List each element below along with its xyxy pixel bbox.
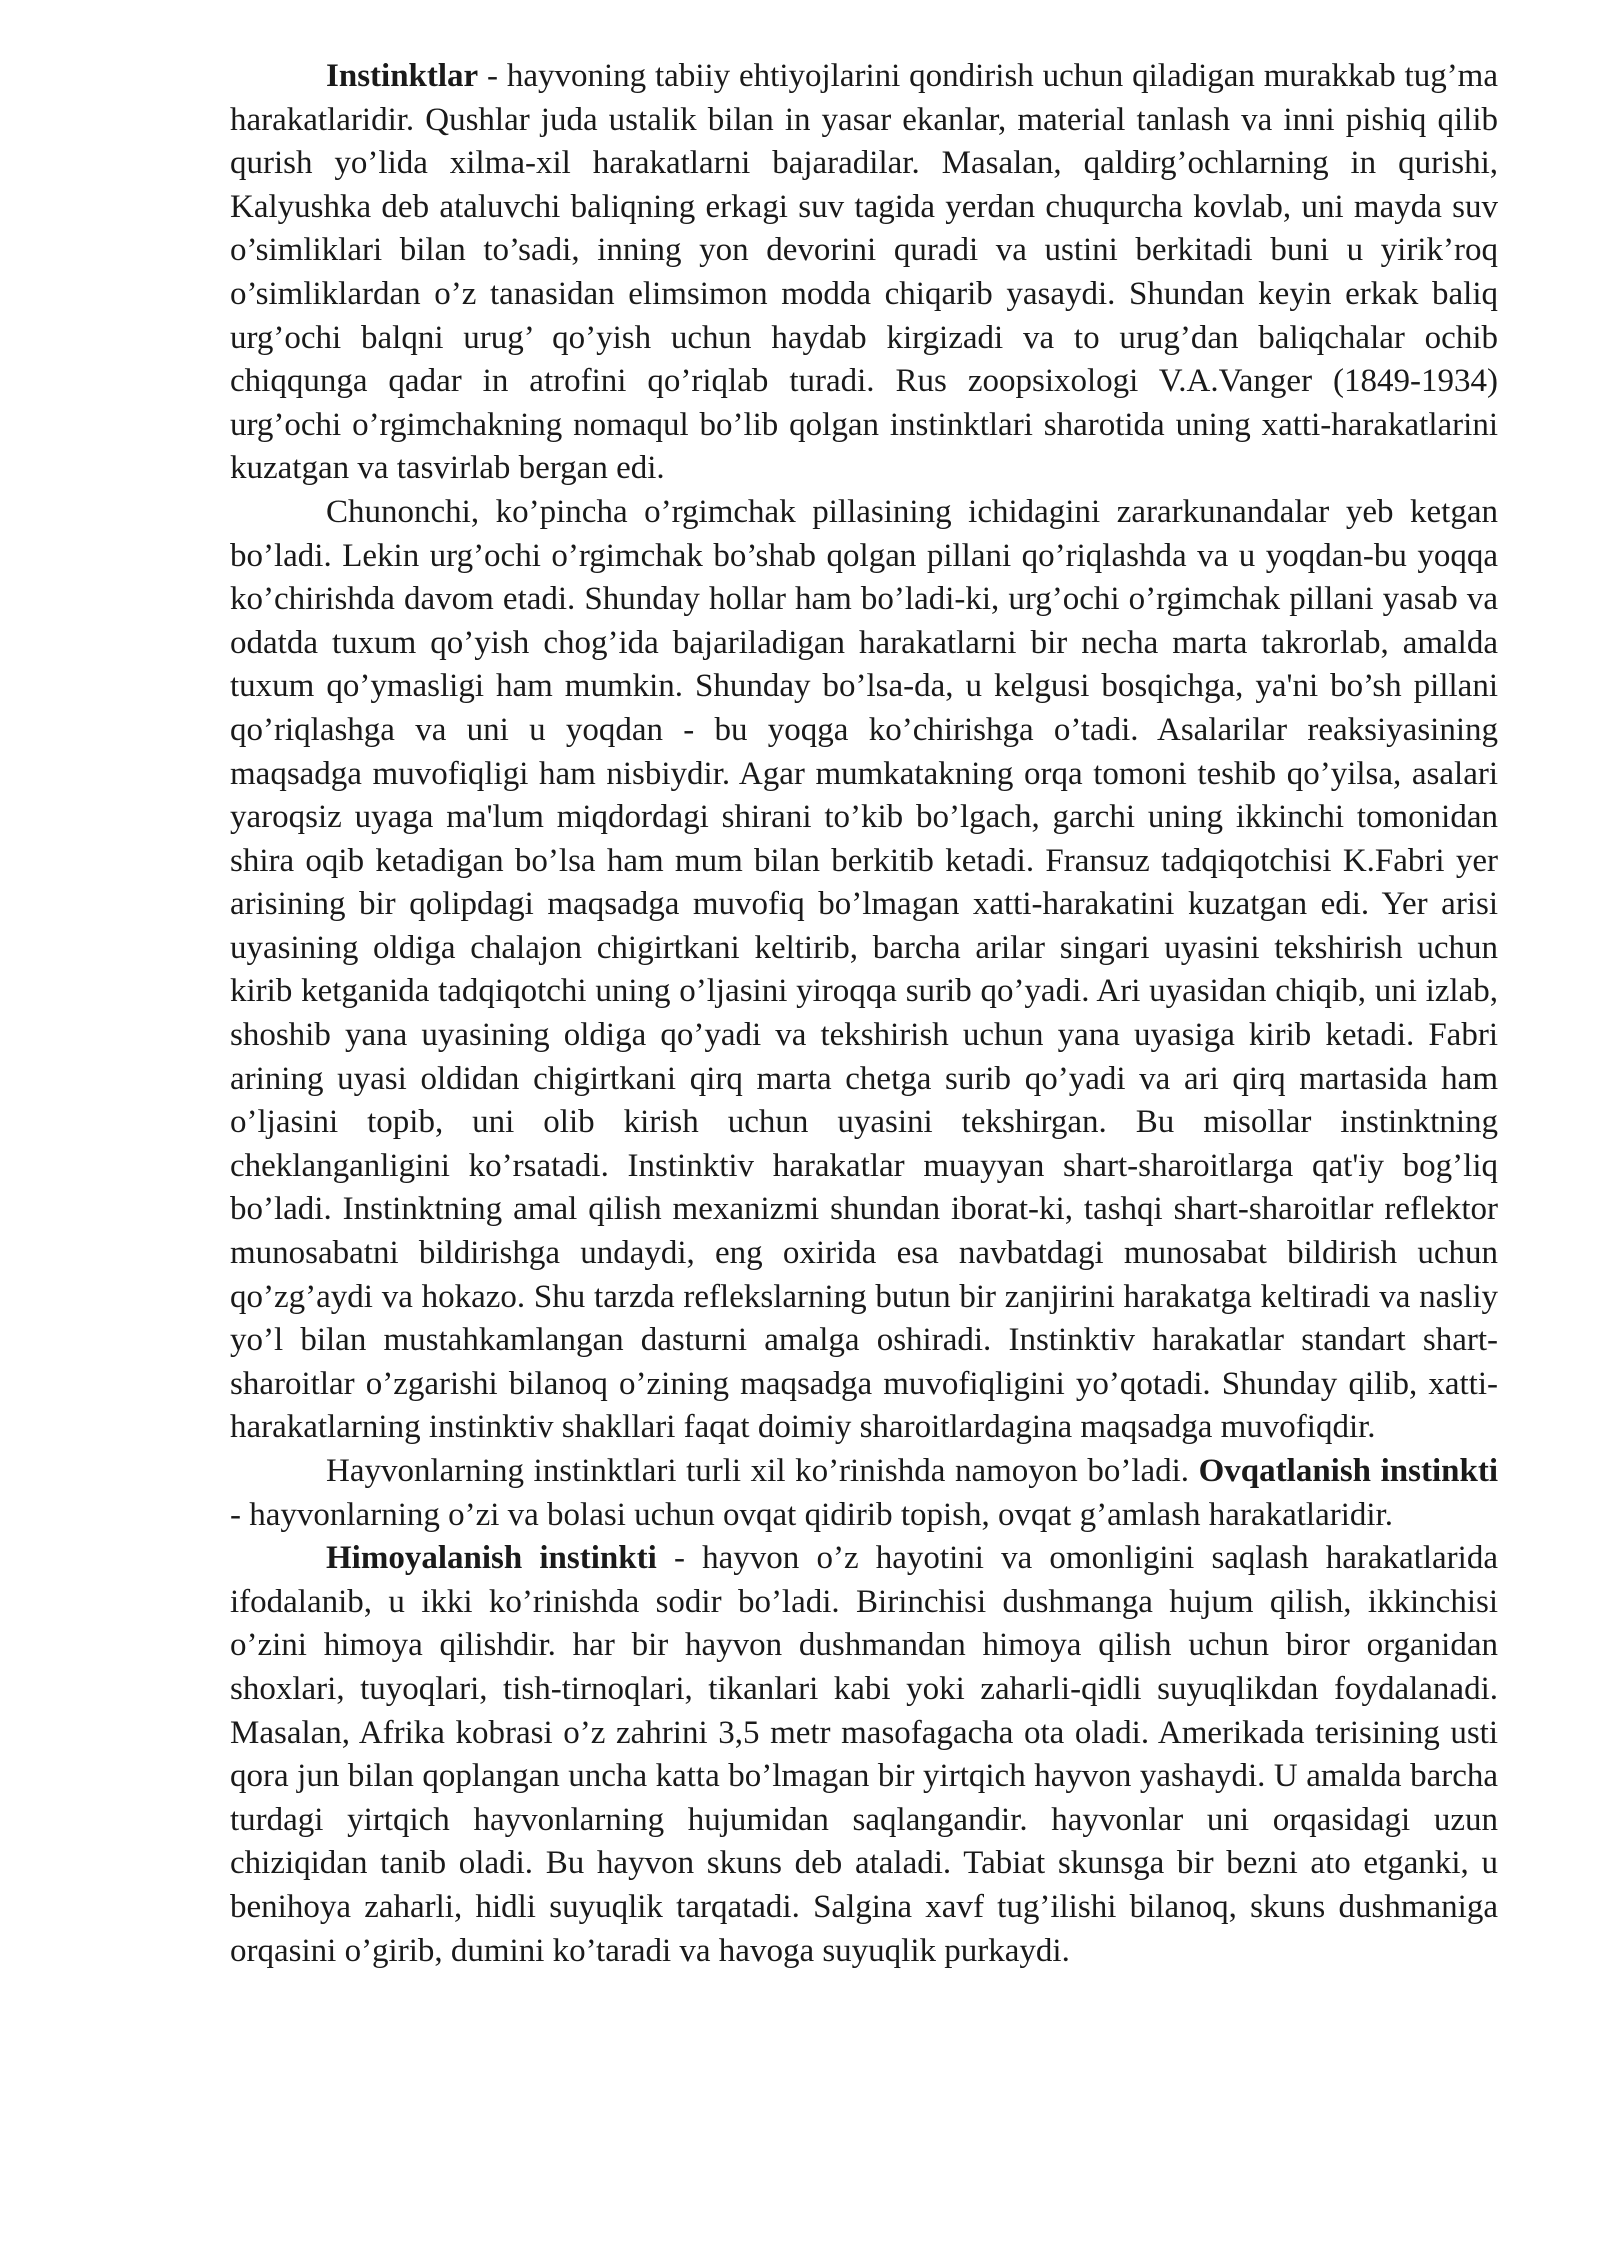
paragraph-text: Hayvonlarning instinktlari turli xil ko’rinishda namoyon bo’ladi. bbox=[326, 1453, 1190, 1489]
paragraph-text: Chunonchi, ko’pincha o’rgimchak pillasining ichidagini zararkunandalar yeb ketgan bo’ladi. Lekin urg’ochi o’rgimchak bo’shab qolgan pillani qo’riqlashda va u yoqdan-bu yoqqa ko’chirishda davom etadi. Shunday hollar ham bo’ladi-ki, urg’ochi o’rgimchak pillani yasab va odatda tuxum qo’yish chog’ida bajariladigan harakatlarni bir necha marta takrorlab, amalda tuxum qo’ymasligi ham mumkin. Shunday bo’lsa-da, u kelgusi bosqichga, ya'ni bo’sh pillani qo’riqlashga va uni u yoqdan - bu yoqga ko’chirishga o’tadi. Asalarilar reaksiyasining maqsadga muvofiqligi ham nisbiydir. Agar mumkatakning orqa tomoni teshib qo’yilsa, asalari yaroqsiz uyaga ma'lum miqdordagi shirani to’kib bo’lgach, garchi uning ikkinchi tomonidan shira oqib ketadigan bo’lsa ham mum bilan berkitib ketadi. Fransuz tadqiqotchisi K.Fabri yer arisining bir qolipdagi maqsadga muvofiq bo’lmagan xatti-harakatini kuzatgan edi. Yer arisi uyasining oldiga chalajon chigirtkani keltirib, barcha arilar singari uyasini tekshirish uchun kirib ketganida tadqiqotchi uning o’ljasini yiroqqa surib qo’yadi. Ari uyasidan chiqib, uni izlab, shoshib yana uyasining oldiga qo’yadi va tekshirish uchun yana uyasiga kirib ketadi. Fabri arining uyasi oldidan chigirtkani qirq marta chetga surib qo’yadi va ari qirq martasida ham o’ljasini topib, uni olib kirish uchun uyasini tekshirgan. Bu misollar instinktning cheklanganligini ko’rsatadi. Instinktiv harakatlar muayyan shart-sharoitlarga qat'iy bog’liq bo’ladi. Instinktning amal qilish mexanizmi shundan iborat-ki, tashqi shart-sharoitlar reflektor munosabatni bildirishga undaydi, eng oxirida esa navbatdagi munosabat bildirish uchun qo’zg’aydi va hokazo. Shu tarzda reflekslarning butun bir zanjirini harakatga keltiradi va nasliy yo’l bilan mustahkamlangan dasturni amalga oshiradi. Instinktiv harakatlar standart shart-sharoitlar o’zgarishi bilanoq o’zining maqsadga muvofiqligini yo’qotadi. Shunday qilib, xatti-harakatlarning instinktiv shakllari faqat doimiy sharoitlardagina maqsadga muvofiqdir. bbox=[230, 493, 1498, 1446]
paragraph-chunonchi bbox=[230, 491, 1498, 1450]
document-page bbox=[230, 55, 1498, 1973]
paragraph-hayvonlarning bbox=[230, 1450, 1498, 1537]
term-instinktlar: Instinktlar bbox=[326, 58, 479, 94]
paragraph-text: - hayvonlarning o’zi va bolasi uchun ovqat qidirib topish, ovqat g’amlash harakatlaridir. bbox=[230, 1496, 1393, 1533]
paragraph-instinctlar bbox=[230, 55, 1498, 491]
term-himoyalanish-instinkti: Himoyalanish instinkti bbox=[326, 1540, 657, 1577]
paragraph-text: - hayvoning tabiiy ehtiyojlarini qondirish uchun qiladigan murakkab tug’ma harakatlaridir. Qushlar juda ustalik bilan in yasar ekanlar, material tanlash va inni pishiq qilib qurish yo’lida xilma-xil harakatlarni bajaradilar. Masalan, qaldirg’ochlarning in qurishi, Kalyushka deb ataluvchi baliqning erkagi suv tagida yerdan chuqurcha kovlab, uni mayda suv o’simliklari bilan to’sadi, inning yon devorini quradi va ustini berkitadi buni u yirik’roq o’simliklardan o’z tanasidan elimsimon modda chiqarib yasaydi. Shundan keyin erkak baliq urg’ochi balqni urug’ qo’yish uchun haydab kirgizadi va to urug’dan baliqchalar ochib chiqqunga qadar in atrofini qo’riqlab turadi. Rus zoopsixologi V.A.Vanger (1849-1934) urg’ochi o’rgimchakning nomaqul bo’lib qolgan instinktlari sharotida uning xatti-harakatlarini kuzatgan va tasvirlab bergan edi. bbox=[230, 58, 1498, 487]
paragraph-himoyalanish bbox=[230, 1537, 1498, 1973]
term-ovqatlanish-instinkti: Ovqatlanish instinkti bbox=[1198, 1453, 1498, 1489]
paragraph-text: - hayvon o’z hayotini va omonligini saqlash harakatlarida ifodalanib, u ikki ko’rinishda sodir bo’ladi. Birinchisi dushmanga hujum qilish, ikkinchisi o’zini himoya qilishdir. har bir hayvon dushmandan himoya qilish uchun biror organidan shoxlari, tuyoqlari, tish-tirnoqlari, tikanlari kabi yoki zaharli-qidli suyuqlikdan foydalanadi. Masalan, Afrika kobrasi o’z zahrini 3,5 metr masofagacha ota oladi. Amerikada terisining usti qora jun bilan qoplangan uncha katta bo’lmagan bir yirtqich hayvon yashaydi. U amalda barcha turdagi yirtqich hayvonlarning hujumidan saqlangandir. hayvonlar uni orqasidagi uzun chiziqidan tanib oladi. Bu hayvon skuns deb ataladi. Tabiat skunsga bir bezni ato etganki, u benihoya zaharli, hidli suyuqlik tarqatadi. Salgina xavf tug’ilishi bilanoq, skuns dushmaniga orqasini o’girib, dumini ko’taradi va havoga suyuqlik purkaydi. bbox=[230, 1540, 1498, 1969]
